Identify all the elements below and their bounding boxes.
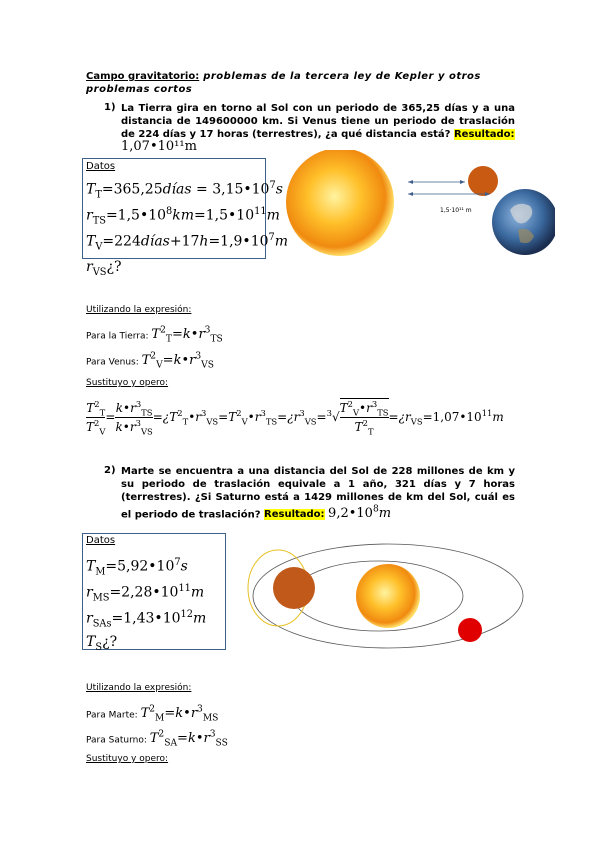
- p2-utilizando: Utilizando la expresión:: [86, 683, 192, 693]
- saturn-icon: [458, 618, 482, 642]
- p2-datos-label: Datos: [86, 535, 116, 546]
- p1-text: La Tierra gira en torno al Sol con un periodo de 365,25 días y a una distancia de 149600000 km. Si Venus tiene un periodo de traslación de 224 días y 17 horas (terrestres), ¿a qué distancia está?: [121, 103, 515, 140]
- p2-sustituyo: Sustituyo y opero:: [86, 754, 169, 764]
- p2-result-label: Resultado:: [264, 509, 325, 521]
- p2-diagram: [238, 540, 528, 655]
- p2-marte-label: Para Marte:: [86, 710, 138, 721]
- sun-icon-2: [356, 564, 420, 628]
- p2-marte-row: [86, 705, 218, 724]
- p2-dato-1: $r_{MS}=2,28•10^{11}m$: [86, 583, 205, 604]
- page-title: [86, 70, 516, 96]
- venus-icon: [468, 166, 498, 196]
- p1-utilizando: Utilizando la expresión:: [86, 305, 192, 315]
- title-rest: problemas de la tercera ley de Kepler y otros problemas cortos: [86, 71, 481, 95]
- p2-number: 2): [104, 465, 116, 476]
- p1-dato-2: $T_V=224días+17h=1,9•10^7m$: [86, 232, 289, 253]
- p2-saturno-label: Para Saturno:: [86, 735, 147, 746]
- p1-venus-label: Para Venus:: [86, 357, 139, 368]
- p1-result-label: Resultado:: [453, 129, 515, 140]
- p2-saturno-formula: $T^2_{SA}=k•r^3_{SS}$: [149, 730, 228, 749]
- p1-dato-1: $r_{TS}=1,5•10^8km=1,5•10^{11}m$: [86, 206, 280, 227]
- p1-datos-label: Datos: [86, 161, 116, 172]
- p1-tierra-formula: $T^2_T=k•r^3_{TS}$: [151, 326, 223, 345]
- p2-dato-2: $r_{SAs}=1,43•10^{12}m$: [86, 609, 207, 630]
- p1-dato-3: $r_{VS}¿$?: [86, 259, 122, 278]
- sun-icon: [286, 150, 394, 256]
- p1-venus-row: [86, 352, 214, 371]
- p1-diagram: [280, 150, 555, 262]
- p2-marte-formula: $T^2_M=k•r^3_{MS}$: [140, 705, 219, 724]
- p1-statement: [121, 102, 515, 141]
- p1-diagram-label: 1,5·10¹¹ m: [440, 207, 472, 214]
- p1-result-value: 1,07•10¹¹m: [121, 139, 197, 154]
- p2-dato-0: $T_M=5,92•10^7s$: [86, 557, 188, 578]
- p1-tierra-label: Para la Tierra:: [86, 331, 149, 342]
- title-underlined: Campo gravitatorio:: [86, 71, 200, 82]
- p1-venus-formula: $T^2_V=k•r^3_{VS}$: [141, 352, 214, 371]
- p1-number: 1): [104, 102, 116, 113]
- p1-dato-0: $T_T=365,25días$ = $3,15•10^7s$: [86, 180, 283, 201]
- p1-tierra-row: [86, 326, 223, 345]
- p2-text: Marte se encuentra a una distancia del Sol de 228 millones de km y su periodo de traslación equivale a 1 año, 321 días y 7 horas (terrestres). ¿Si Saturno está a 1429 millones de km del Sol, cuál es el periodo de traslación?: [121, 466, 515, 521]
- p2-statement: [121, 465, 515, 521]
- p1-final-formula: $\frac{T^2_T}{T^2_V}$ = $\frac{k•r^3_{TS}}{k•r^3_{VS}}$ $=¿T^2_T•r^3_{VS}=T^2_V•r^3_{TS}=¿r^3_{VS}=^3√$ $\frac{T^2_V•r^3_{TS}}{T^2_T}$ $=¿r_{VS}=1,07•10^{11}m$: [86, 398, 504, 437]
- mars-icon: [273, 567, 315, 609]
- p2-dato-3: $T_S¿$?: [86, 634, 118, 653]
- p2-saturno-row: [86, 730, 228, 749]
- p1-sustituyo: Sustituyo y opero:: [86, 378, 169, 388]
- p2-result-value: $9,2•10^8m$: [328, 505, 392, 522]
